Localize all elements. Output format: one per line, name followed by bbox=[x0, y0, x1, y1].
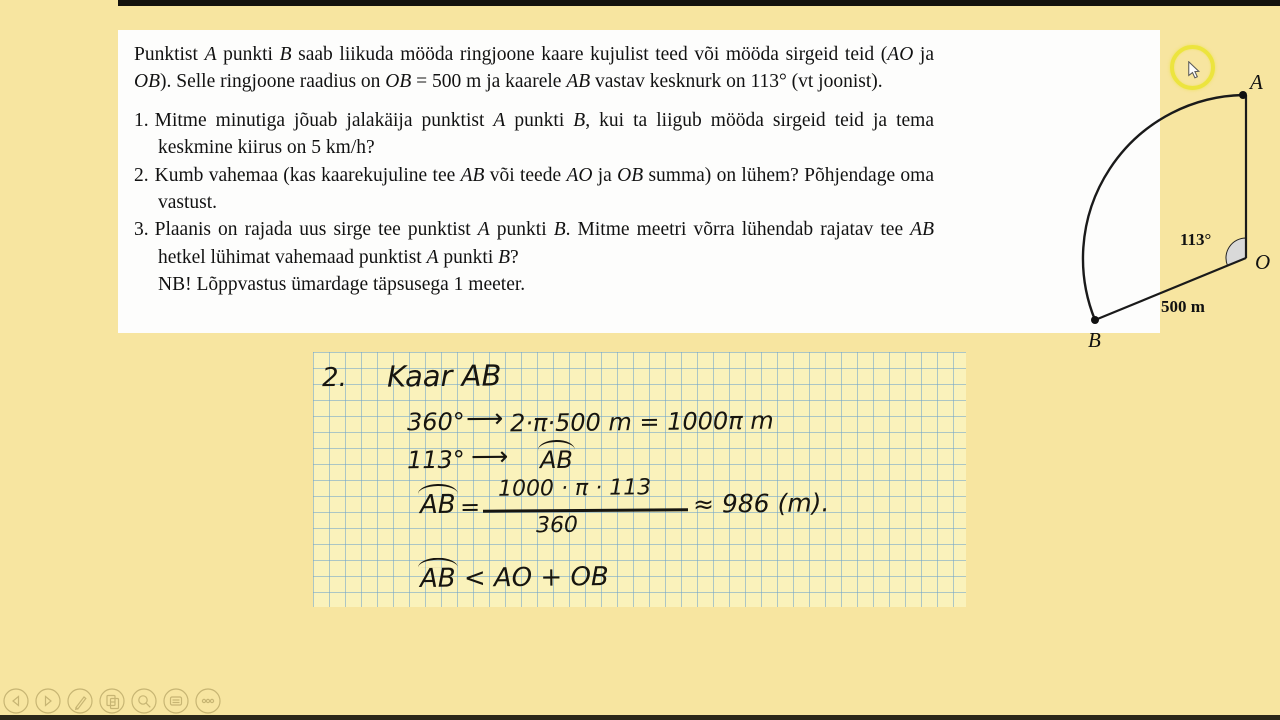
pages-icon bbox=[99, 688, 125, 714]
solution-item-number: 2. bbox=[321, 362, 347, 394]
next-button[interactable] bbox=[35, 688, 61, 714]
point-b-dot bbox=[1091, 316, 1099, 324]
pen-button[interactable] bbox=[67, 688, 93, 714]
pages-button[interactable] bbox=[99, 688, 125, 714]
problem-card bbox=[118, 30, 1271, 352]
solution-row1-left: 360° bbox=[406, 407, 465, 437]
radius-label: 500 m bbox=[1161, 297, 1205, 316]
more-button[interactable] bbox=[195, 688, 221, 714]
top-letterbox bbox=[118, 0, 1280, 6]
point-a-dot bbox=[1239, 91, 1247, 99]
fraction-bar bbox=[483, 508, 688, 512]
arrow-right-icon: ⟶ bbox=[465, 403, 504, 435]
previous-icon bbox=[3, 688, 29, 714]
fraction-lhs-arc-ab: AB bbox=[419, 489, 456, 521]
toolbar bbox=[3, 688, 221, 714]
item-number: 1. bbox=[134, 109, 149, 131]
solution-row4: AB < AO + OB bbox=[419, 562, 609, 594]
solution-row2-left: 113° bbox=[406, 445, 465, 475]
solution-paper bbox=[313, 352, 966, 607]
pen-icon bbox=[67, 688, 93, 714]
zoom-button[interactable] bbox=[131, 688, 157, 714]
arc-ab bbox=[1083, 95, 1243, 320]
next-icon bbox=[35, 688, 61, 714]
board-button[interactable] bbox=[163, 688, 189, 714]
fraction-numerator: 1000 · π · 113 bbox=[497, 475, 652, 502]
label-b: B bbox=[1088, 328, 1101, 352]
angle-label: 113° bbox=[1180, 230, 1212, 249]
solution-title: Kaar AB bbox=[386, 358, 502, 394]
fraction-equals: = bbox=[459, 492, 481, 522]
label-o: O bbox=[1255, 250, 1271, 274]
mouse-cursor-icon bbox=[1188, 61, 1203, 79]
bottom-letterbox bbox=[0, 715, 1280, 720]
magnifier-icon bbox=[131, 688, 157, 714]
problem-item-3 bbox=[134, 216, 934, 298]
previous-button[interactable] bbox=[3, 688, 29, 714]
solution-row2-arc-ab: AB bbox=[539, 445, 574, 475]
item-number: 2. bbox=[134, 164, 149, 186]
item-number: 3. bbox=[134, 219, 149, 241]
geometry-diagram bbox=[1066, 55, 1278, 355]
fraction-denominator: 360 bbox=[535, 512, 579, 539]
label-a: A bbox=[1250, 70, 1263, 94]
item-text: Kumb vahemaa (kas kaarekujuline tee AB või teede AO ja OB summa) on lühem? Põhjendage oma vastust. bbox=[154, 164, 935, 214]
problem-item-1 bbox=[134, 107, 934, 162]
problem-item-3-note: NB! Lõppvastus ümardage täpsusega 1 meeter. bbox=[158, 274, 526, 296]
solution-row1-right: 2·π·500 m = 1000π m bbox=[509, 406, 774, 438]
problem-item-2 bbox=[134, 162, 934, 217]
fraction-result: ≈ 986 (m). bbox=[692, 488, 830, 519]
arrow-right-icon: ⟶ bbox=[470, 441, 509, 473]
problem-text bbox=[134, 41, 934, 299]
item-text: Plaanis on rajada uus sirge tee punktist A punkti B. Mitme meetri võrra lühendab rajatav tee AB hetkel lühimat vahemaad punktist A punkti B? bbox=[154, 219, 934, 268]
item-text: Mitme minutiga jõuab jalakäija punktist A punkti B, kui ta liigub mööda sirgeid teid ja tema keskmine kiirus on 5 km/h? bbox=[154, 109, 935, 159]
problem-paragraph: Punktist A punkti B saab liikuda mööda ringjoone kaare kujulist teed või mööda sirgeid teid (AO ja OB). Selle ringjoone raadius on OB = 500 m ja kaarele AB vastav kesknurk on 113° (vt joonist). bbox=[134, 44, 934, 93]
board-icon bbox=[163, 688, 189, 714]
more-icon bbox=[195, 688, 221, 714]
